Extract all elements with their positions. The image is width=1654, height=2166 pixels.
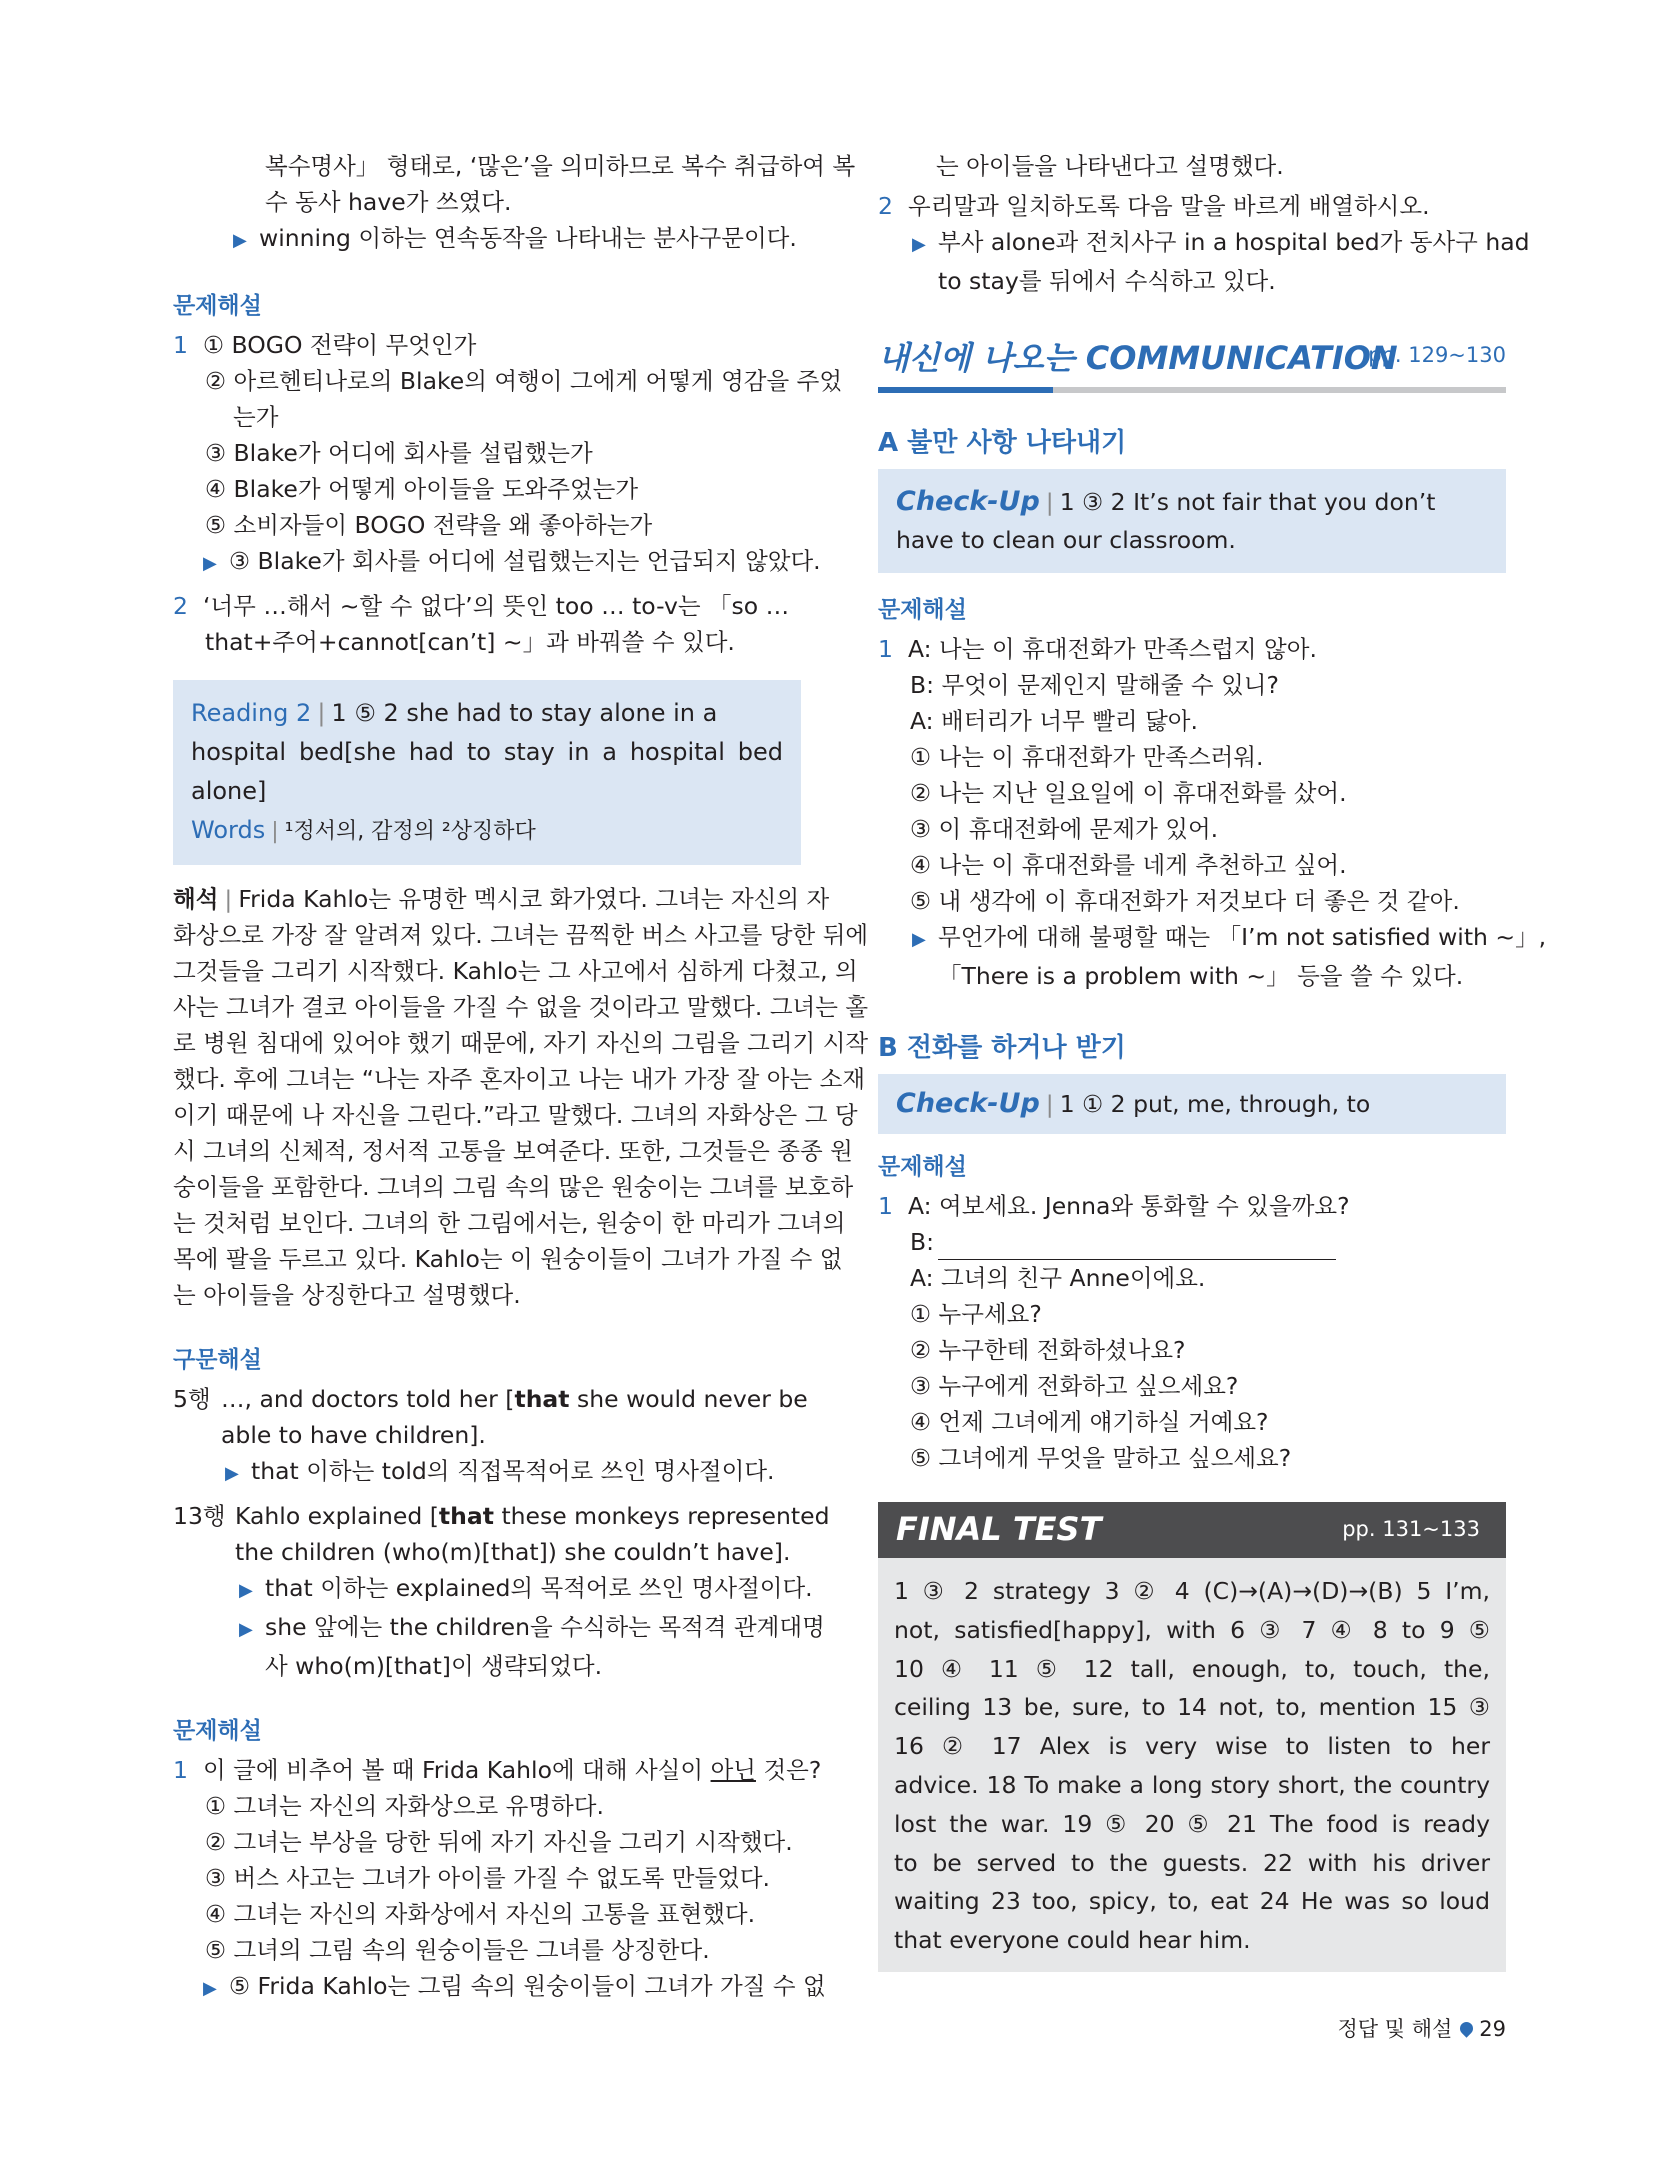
note-line: ▶ she 앞에는 the children을 수식하는 목적격 관계대명 [173,1609,801,1648]
check-up-line: Check-Up | 1 ③ 2 It’s not fair that you don’t [896,486,1436,517]
check-up-line: have to clean our classroom. [896,526,1236,554]
dialogue-line: A: 배터리가 너무 빨리 닳아. [910,707,1198,735]
note-line: ▶ ③ Blake가 회사를 어디에 설립했는지는 언급되지 않았다. [173,543,801,582]
question-line: 1 ① BOGO 전략이 무엇인가 [173,331,477,359]
final-test-title: FINAL TEST [896,1510,1102,1548]
grammar-line: able to have children]. [221,1421,486,1449]
translation-block [173,881,869,1313]
reading-line: alone] [191,777,267,805]
option-line: ④ 나는 이 휴대전화를 네게 추천하고 싶어. [910,851,1347,879]
location-pin-icon [1458,2019,1476,2037]
dialogue-line: 1 A: 나는 이 휴대전화가 만족스럽지 않아. [878,635,1317,663]
section-a-title: A 불만 사항 나타내기 [878,428,1127,458]
answer-line: 10 ④ 11 ⑤ 12 tall, enough, to, touch, the, [894,1654,1490,1683]
answer-line: not, satisfied[happy], with 6 ③ 7 ④ 8 to 9 ⑤ [894,1615,1490,1644]
triangle-bullet-icon: ▶ [225,1463,239,1484]
option-line: ③ 버스 사고는 그녀가 아이를 가질 수 없도록 만들었다. [205,1864,771,1892]
answer-line: lost the war. 19 ⑤ 20 ⑤ 21 The food is ready [894,1809,1490,1838]
note-line: ▶ 무언가에 대해 불평할 때는 「I’m not satisfied with ~」, [878,919,1506,958]
translation-line: 숭이들을 포함한다. 그녀의 그림 속의 많은 원숭이는 그녀를 보호하 [173,1173,854,1201]
dialogue-line: B: 무엇이 문제인지 말해줄 수 있니? [910,671,1279,699]
communication-pages: pp. 129~130 [1368,343,1506,367]
option-line: ④ 언제 그녀에게 얘기하실 거예요? [910,1408,1269,1436]
translation-line: 사는 그녀가 결코 아이들을 가질 수 없을 것이라고 말했다. 그녀는 홀 [173,993,869,1021]
check-up-label: Check-Up [896,1088,1040,1119]
text-line: 수 동사 have가 쓰였다. [265,188,512,216]
translation-line: 했다. 후에 그녀는 “나는 자주 혼자이고 나는 내가 가장 잘 아는 소재 [173,1065,866,1093]
question-line: 2 ‘너무 …해서 ~할 수 없다’의 뜻인 too … to-v는 「so … [173,592,790,620]
option-line: ③ Blake가 어디에 회사를 설립했는가 [205,439,593,467]
option-line: ① 그녀는 자신의 자화상으로 유명하다. [205,1792,604,1820]
triangle-bullet-icon: ▶ [912,234,926,255]
check-up-line: Check-Up | 1 ① 2 put, me, through, to [896,1088,1371,1119]
page-footer [1337,2013,1506,2043]
section-title: 문제해설 [173,1718,262,1744]
answer-line: 1 ③ 2 strategy 3 ② 4 (C)→(A)→(D)→(B) 5 I’m, [894,1577,1490,1605]
text-line: 는 아이들을 나타낸다고 설명했다. [936,152,1284,180]
reading-line: hospital bed[she had to stay in a hospital bed [191,738,783,766]
question-line: 2 우리말과 일치하도록 다음 말을 바르게 배열하시오. [878,192,1430,220]
text-line: 복수명사」 형태로, ‘많은’을 의미하므로 복수 취급하여 복 [265,152,856,180]
note-line: to stay를 뒤에서 수식하고 있다. [938,267,1276,295]
option-line: ④ 그녀는 자신의 자화상에서 자신의 고통을 표현했다. [205,1900,756,1928]
words-label: Words [191,816,266,844]
translation-line: 해석 | Frida Kahlo는 유명한 멕시코 화가였다. 그녀는 자신의 자 [173,885,830,913]
page-number: 29 [1479,2017,1506,2041]
question-line: 1 이 글에 비추어 볼 때 Frida Kahlo에 대해 사실이 아닌 것은? [173,1756,822,1784]
grammar-line: the children (who(m)[that]) she couldn’t have]. [235,1538,791,1566]
reading-answer-box [173,680,801,865]
check-up-box-b [878,1074,1506,1134]
translation-line: 는 것처럼 보인다. 그녀의 한 그림에서는, 원숭이 한 마리가 그녀의 [173,1209,846,1237]
note-line: 「There is a problem with ~」 등을 쓸 수 있다. [938,962,1464,990]
option-line: ④ Blake가 어떻게 아이들을 도와주었는가 [205,475,639,503]
section-title: 문제해설 [173,293,262,319]
section-b-title: B 전화를 하거나 받기 [878,1033,1126,1063]
communication-header [878,329,1506,393]
reading-line: Reading 2 | 1 ⑤ 2 she had to stay alone in a [191,699,718,727]
translation-line: 목에 팔을 두르고 있다. Kahlo는 이 원숭이들이 그녀가 가질 수 없 [173,1245,843,1273]
triangle-bullet-icon: ▶ [239,1580,253,1601]
translation-line: 로 병원 침대에 있어야 했기 때문에, 자기 자신의 그림을 그리기 시작 [173,1029,869,1057]
option-line: 는가 [233,403,279,431]
right-column [878,148,1547,1972]
grammar-line: 5행 …, and doctors told her [that she would never be [173,1385,808,1413]
translation-line: 시 그녀의 신체적, 정서적 고통을 보여준다. 또한, 그것들은 종종 원 [173,1137,853,1165]
dialogue-line: B: [878,1224,1506,1260]
triangle-bullet-icon: ▶ [239,1619,253,1640]
final-test-answers [878,1558,1506,1972]
note-line: ▶ winning 이하는 연속동작을 나타내는 분사구문이다. [173,220,801,259]
answer-line: ceiling 13 be, sure, to 14 not, to, mention 15 ③ [894,1693,1490,1722]
answer-line: waiting 23 too, spicy, to, eat 24 He was so loud [894,1887,1490,1916]
option-line: ⑤ 그녀의 그림 속의 원숭이들은 그녀를 상징한다. [205,1936,710,1964]
option-line: ③ 누구에게 전화하고 싶으세요? [910,1372,1239,1400]
answer-line: 16 ② 17 Alex is very wise to listen to her [894,1732,1490,1761]
answer-line: advice. 18 To make a long story short, the country [894,1770,1490,1799]
option-line: ② 나는 지난 일요일에 이 휴대전화를 샀어. [910,779,1347,807]
answer-blank [938,1233,1336,1260]
final-test-pages: pp. 131~133 [1342,1517,1480,1541]
option-line: ⑤ 내 생각에 이 휴대전화가 저것보다 더 좋은 것 같아. [910,887,1460,915]
note-line: ▶ 부사 alone과 전치사구 in a hospital bed가 동사구 had [878,224,1506,263]
reading-label: Reading 2 [191,699,312,727]
option-line: ① 누구세요? [910,1300,1042,1328]
translation-line: 는 아이들을 상징한다고 설명했다. [173,1281,521,1309]
words-line: Words | ¹정서의, 감정의 ²상징하다 [191,816,536,844]
triangle-bullet-icon: ▶ [203,1978,217,1999]
option-line: ⑤ 그녀에게 무엇을 말하고 싶으세요? [910,1444,1292,1472]
option-line: ② 그녀는 부상을 당한 뒤에 자기 자신을 그리기 시작했다. [205,1828,793,1856]
option-line: ⑤ 소비자들이 BOGO 전략을 왜 좋아하는가 [205,511,653,539]
note-line: ▶ that 이하는 explained의 목적어로 쓰인 명사절이다. [173,1570,801,1609]
grammar-line: 13행 Kahlo explained [that these monkeys represented [173,1502,830,1530]
footer-label: 정답 및 해설 [1337,2017,1453,2041]
final-test-header [878,1502,1506,1558]
triangle-bullet-icon: ▶ [233,230,247,251]
note-line: 사 who(m)[that]이 생략되었다. [265,1652,603,1680]
answer-line: to be served to the guests. 22 with his driver [894,1848,1490,1877]
section-title: 문제해설 [878,597,967,623]
option-line: ② 아르헨티나로의 Blake의 여행이 그에게 어떻게 영감을 주었 [205,367,843,395]
note-line: ▶ ⑤ Frida Kahlo는 그림 속의 원숭이들이 그녀가 가질 수 없 [173,1968,801,2007]
triangle-bullet-icon: ▶ [912,929,926,950]
translation-line: 이기 때문에 나 자신을 그린다.”라고 말했다. 그녀의 자화상은 그 당 [173,1101,858,1129]
option-line: ② 누구한테 전화하셨나요? [910,1336,1186,1364]
note-line: ▶ that 이하는 told의 직접목적어로 쓰인 명사절이다. [173,1453,801,1492]
option-line: ① 나는 이 휴대전화가 만족스러워. [910,743,1264,771]
left-column [173,148,869,2007]
section-title: 문제해설 [878,1154,967,1180]
translation-line: 화상으로 가장 잘 알려져 있다. 그녀는 끔찍한 버스 사고를 당한 뒤에 [173,921,869,949]
triangle-bullet-icon: ▶ [203,553,217,574]
communication-title: 내신에 나오는 COMMUNICATION [878,339,1398,377]
check-up-label: Check-Up [896,486,1040,517]
section-title: 구문해설 [173,1347,262,1373]
text-line: that+주어+cannot[can’t] ~」과 바꿔쓸 수 있다. [205,628,735,656]
answer-line: that everyone could hear him. [894,1926,1251,1955]
translation-line: 그것들을 그리기 시작했다. Kahlo는 그 사고에서 심하게 다쳤고, 의 [173,957,858,985]
option-line: ③ 이 휴대전화에 문제가 있어. [910,815,1219,843]
header-rule [878,387,1506,393]
dialogue-line: A: 그녀의 친구 Anne이에요. [910,1264,1206,1292]
dialogue-line: 1 A: 여보세요. Jenna와 통화할 수 있을까요? [878,1192,1350,1220]
check-up-box-a [878,469,1506,573]
